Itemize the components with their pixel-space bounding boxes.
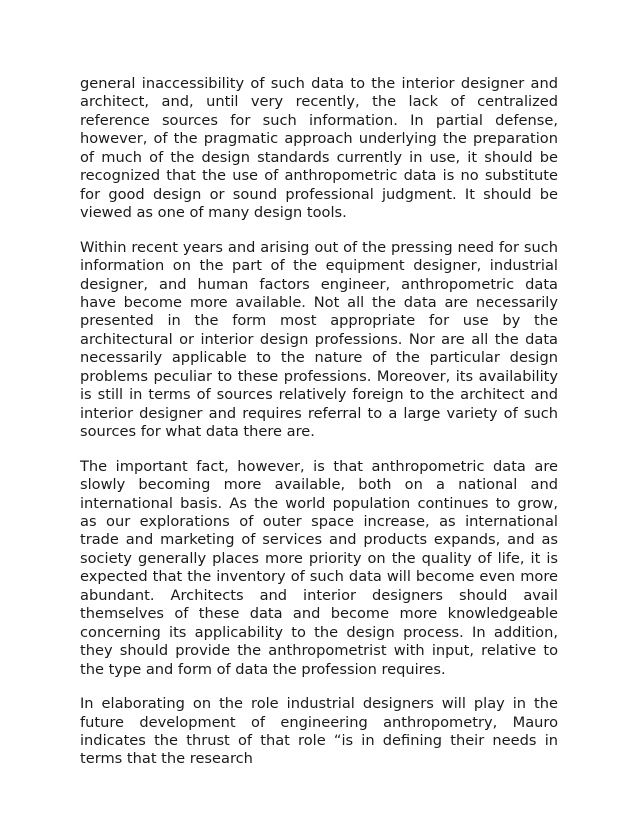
paragraph-1: general inaccessibility of such data to the interior designer and architect, and, until very recently, the lack of centralized reference sources for such information. In partial defense, however, of the pragmatic approach underlying the preparation of much of the design standards currently in use, it should be recognized that the use of anthropometric data is no substitute for good design or sound professional judgment. It should be viewed as one of many design tools. — [80, 75, 558, 222]
paragraph-4: In elaborating on the role industrial designers will play in the future development of engineering anthropometry, Mauro indicates the thrust of that role “is in defining their needs in terms that the research — [80, 695, 558, 768]
document-body — [80, 75, 558, 769]
paragraph-3: The important fact, however, is that anthropometric data are slowly becoming more available, both on a national and international basis. As the world population continues to grow, as our explorations of outer space increase, as international trade and marketing of services and products expands, and as society generally places more priority on the quality of life, it is expected that the inventory of such data will become even more abundant. Architects and interior designers should avail themselves of these data and become more knowledgeable concerning its applicability to the design process. In addition, they should provide the anthropometrist with input, relative to the type and form of data the profession requires. — [80, 457, 558, 678]
paragraph-2: Within recent years and arising out of the pressing need for such information on the part of the equipment designer, industrial designer, and human factors engineer, anthropometric data have become more available. Not all the data are necessarily presented in the form most appropriate for use by the architectural or interior design professions. Nor are all the data necessarily applicable to the nature of the particular design problems peculiar to these professions. Moreover, its availability is still in terms of sources relatively foreign to the architect and interior designer and requires referral to a large variety of such sources for what data there are. — [80, 238, 558, 441]
